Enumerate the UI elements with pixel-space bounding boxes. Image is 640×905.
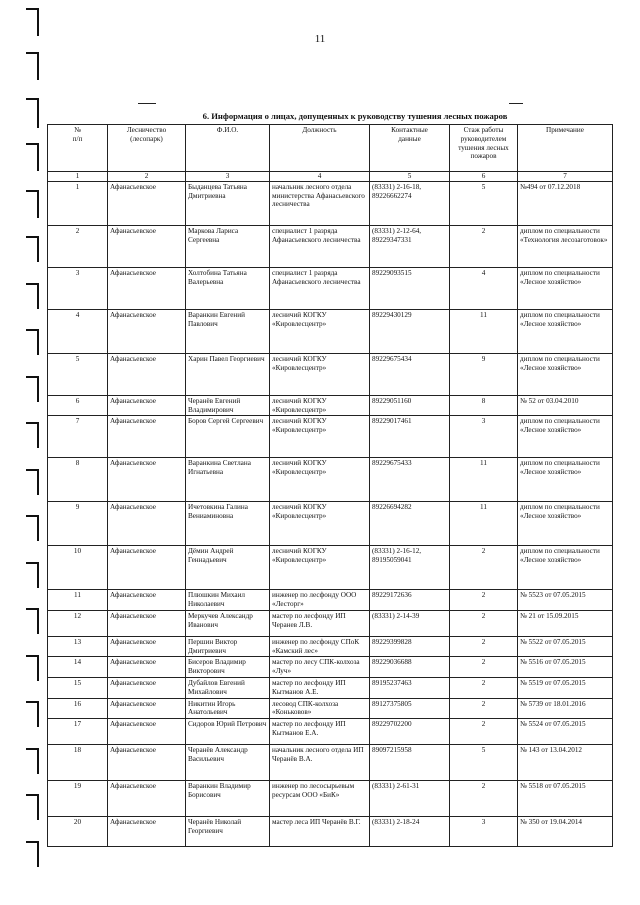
table-row xyxy=(48,610,613,636)
table-row xyxy=(48,225,613,267)
cell-number: 19 xyxy=(48,781,108,817)
header-row xyxy=(48,125,613,172)
column-number: 1 xyxy=(48,172,108,182)
cell-note: № 5739 от 18.01.2016 xyxy=(518,698,613,719)
cell-position: мастер по лесфонду ИП Черанев Л.В. xyxy=(270,610,370,636)
cell-position: специалист 1 разряда Афанасьевского лесничества xyxy=(270,225,370,267)
cell-forestry: Афанасьевское xyxy=(108,309,186,353)
cell-position: лесничий КОГКУ «Кировлесцентр» xyxy=(270,309,370,353)
cell-forestry: Афанасьевское xyxy=(108,546,186,590)
cell-forestry: Афанасьевское xyxy=(108,610,186,636)
cell-experience: 4 xyxy=(450,267,518,309)
col-header-contacts: Контактные данные xyxy=(370,125,450,172)
cell-contacts: 89229399828 xyxy=(370,636,450,657)
table-row xyxy=(48,416,613,458)
cell-number: 9 xyxy=(48,502,108,546)
cell-number: 14 xyxy=(48,657,108,678)
cell-number: 4 xyxy=(48,309,108,353)
column-number: 4 xyxy=(270,172,370,182)
cell-position: лесничий КОГКУ «Кировлесцентр» xyxy=(270,353,370,395)
scan-mark xyxy=(138,103,156,104)
cell-forestry: Афанасьевское xyxy=(108,698,186,719)
cell-number: 18 xyxy=(48,745,108,781)
cell-forestry: Афанасьевское xyxy=(108,657,186,678)
cell-note: № 143 от 13.04.2012 xyxy=(518,745,613,781)
cell-forestry: Афанасьевское xyxy=(108,225,186,267)
cell-contacts: 89229430129 xyxy=(370,309,450,353)
table-row xyxy=(48,458,613,502)
cell-experience: 8 xyxy=(450,395,518,416)
cell-name: Быданцева Татьяна Дмитриевна xyxy=(186,181,270,225)
col-header-name: Ф.И.О. xyxy=(186,125,270,172)
cell-name: Черанёв Александр Васильевич xyxy=(186,745,270,781)
cell-forestry: Афанасьевское xyxy=(108,458,186,502)
cell-contacts: (83331) 2-14-39 xyxy=(370,610,450,636)
cell-contacts: 89229172636 xyxy=(370,590,450,611)
cell-note: диплом по специальности «Лесное хозяйство» xyxy=(518,309,613,353)
cell-experience: 2 xyxy=(450,657,518,678)
cell-contacts: 89195237463 xyxy=(370,678,450,699)
cell-note: № 52 от 03.04.2010 xyxy=(518,395,613,416)
cell-experience: 2 xyxy=(450,546,518,590)
table-row xyxy=(48,781,613,817)
table-row xyxy=(48,181,613,225)
table-row xyxy=(48,817,613,847)
cell-position: мастер леса ИП Черанёв В.Г. xyxy=(270,817,370,847)
cell-contacts: (83331) 2-12-64, 89229347331 xyxy=(370,225,450,267)
cell-position: инженер по лесосырьевым ресурсам ООО «БиК» xyxy=(270,781,370,817)
cell-experience: 3 xyxy=(450,416,518,458)
cell-forestry: Афанасьевское xyxy=(108,502,186,546)
binding-marks xyxy=(0,0,46,905)
cell-position: начальник лесного отдела ИП Черанёв В.А. xyxy=(270,745,370,781)
cell-note: № 350 от 19.04.2014 xyxy=(518,817,613,847)
cell-number: 1 xyxy=(48,181,108,225)
cell-name: Маркова Лариса Сергеевна xyxy=(186,225,270,267)
cell-number: 12 xyxy=(48,610,108,636)
cell-note: № 5524 от 07.05.2015 xyxy=(518,719,613,745)
cell-forestry: Афанасьевское xyxy=(108,636,186,657)
cell-contacts: (83331) 2-18-24 xyxy=(370,817,450,847)
cell-position: лесничий КОГКУ «Кировлесцентр» xyxy=(270,416,370,458)
cell-position: лесничий КОГКУ «Кировлесцентр» xyxy=(270,546,370,590)
cell-experience: 2 xyxy=(450,781,518,817)
cell-number: 16 xyxy=(48,698,108,719)
cell-number: 11 xyxy=(48,590,108,611)
cell-position: лесничий КОГКУ «Кировлесцентр» xyxy=(270,502,370,546)
cell-contacts: 89229675434 xyxy=(370,353,450,395)
cell-experience: 11 xyxy=(450,309,518,353)
cell-contacts: 89226694282 xyxy=(370,502,450,546)
col-header-experience: Стаж работы руководителем тушения лесных пожаров xyxy=(450,125,518,172)
cell-name: Меркучев Александр Иванович xyxy=(186,610,270,636)
cell-position: инженер по лесфонду СПоК «Камский лес» xyxy=(270,636,370,657)
cell-forestry: Афанасьевское xyxy=(108,395,186,416)
cell-experience: 2 xyxy=(450,719,518,745)
cell-contacts: 89229051160 xyxy=(370,395,450,416)
cell-experience: 2 xyxy=(450,225,518,267)
cell-name: Першин Виктор Дмитриевич xyxy=(186,636,270,657)
cell-experience: 2 xyxy=(450,698,518,719)
cell-name: Плюшкин Михаил Николаевич xyxy=(186,590,270,611)
cell-contacts: 89127375805 xyxy=(370,698,450,719)
persons-table xyxy=(47,124,613,847)
cell-name: Бисеров Владимир Викторович xyxy=(186,657,270,678)
cell-forestry: Афанасьевское xyxy=(108,267,186,309)
column-number: 7 xyxy=(518,172,613,182)
table-row xyxy=(48,719,613,745)
cell-name: Черанёв Николай Георгиевич xyxy=(186,817,270,847)
section-title: 6. Информация о лицах, допущенных к руководству тушения лесных пожаров xyxy=(202,111,508,121)
cell-experience: 11 xyxy=(450,458,518,502)
cell-note: №494 от 07.12.2018 xyxy=(518,181,613,225)
col-header-position: Должность xyxy=(270,125,370,172)
cell-experience: 5 xyxy=(450,745,518,781)
cell-contacts: 89097215958 xyxy=(370,745,450,781)
cell-name: Сидоров Юрий Петрович xyxy=(186,719,270,745)
cell-note: № 5516 от 07.05.2015 xyxy=(518,657,613,678)
cell-experience: 2 xyxy=(450,636,518,657)
cell-contacts: (83331) 2-61-31 xyxy=(370,781,450,817)
table-row xyxy=(48,657,613,678)
cell-forestry: Афанасьевское xyxy=(108,590,186,611)
table-row xyxy=(48,546,613,590)
cell-note: № 5518 от 07.05.2015 xyxy=(518,781,613,817)
cell-note: диплом по специальности «Лесное хозяйство» xyxy=(518,458,613,502)
cell-number: 15 xyxy=(48,678,108,699)
cell-number: 6 xyxy=(48,395,108,416)
cell-experience: 2 xyxy=(450,590,518,611)
col-header-note: Примечание xyxy=(518,125,613,172)
cell-note: диплом по специальности «Технология лесозаготовок» xyxy=(518,225,613,267)
col-header-forestry: Лесничество (лесопарк) xyxy=(108,125,186,172)
cell-forestry: Афанасьевское xyxy=(108,181,186,225)
table-row xyxy=(48,353,613,395)
cell-contacts: 89229036688 xyxy=(370,657,450,678)
cell-experience: 9 xyxy=(450,353,518,395)
cell-position: мастер по лесфонду ИП Кытманов Е.А. xyxy=(270,719,370,745)
cell-name: Варанкина Светлана Игнатьевна xyxy=(186,458,270,502)
cell-contacts: (83331) 2-16-18, 89226662274 xyxy=(370,181,450,225)
scan-mark xyxy=(509,103,523,104)
cell-number: 10 xyxy=(48,546,108,590)
cell-experience: 11 xyxy=(450,502,518,546)
column-number: 5 xyxy=(370,172,450,182)
cell-number: 3 xyxy=(48,267,108,309)
cell-forestry: Афанасьевское xyxy=(108,353,186,395)
table-row xyxy=(48,745,613,781)
cell-position: начальник лесного отдела министерства Афанасьевского лесничества xyxy=(270,181,370,225)
col-header-number: № п/п xyxy=(48,125,108,172)
cell-position: инженер по лесфонду ООО «Лесторг» xyxy=(270,590,370,611)
table-row xyxy=(48,502,613,546)
table-row xyxy=(48,678,613,699)
cell-experience: 3 xyxy=(450,817,518,847)
table-row xyxy=(48,395,613,416)
cell-note: № 5519 от 07.05.2015 xyxy=(518,678,613,699)
cell-name: Холтобина Татьяна Валерьевна xyxy=(186,267,270,309)
cell-name: Варанкин Владимир Борисович xyxy=(186,781,270,817)
table-row xyxy=(48,267,613,309)
cell-number: 13 xyxy=(48,636,108,657)
cell-number: 8 xyxy=(48,458,108,502)
cell-forestry: Афанасьевское xyxy=(108,678,186,699)
cell-position: мастер по лесу СПК-колхоза «Луч» xyxy=(270,657,370,678)
cell-contacts: (83331) 2-16-12, 89195059041 xyxy=(370,546,450,590)
cell-experience: 5 xyxy=(450,181,518,225)
cell-experience: 2 xyxy=(450,678,518,699)
cell-forestry: Афанасьевское xyxy=(108,745,186,781)
table-row xyxy=(48,636,613,657)
cell-name: Харин Павел Георгиевич xyxy=(186,353,270,395)
column-numbers-row xyxy=(48,172,613,182)
cell-position: специалист 1 разряда Афанасьевского лесничества xyxy=(270,267,370,309)
page-number: 11 xyxy=(314,33,326,45)
cell-position: лесовод СПК-колхоза «Коньковов» xyxy=(270,698,370,719)
cell-contacts: 89229702200 xyxy=(370,719,450,745)
cell-note: № 5522 от 07.05.2015 xyxy=(518,636,613,657)
cell-position: лесничий КОГКУ «Кировлесцентр» xyxy=(270,395,370,416)
cell-note: диплом по специальности «Лесное хозяйство» xyxy=(518,353,613,395)
column-number: 3 xyxy=(186,172,270,182)
cell-note: диплом по специальности «Лесное хозяйство» xyxy=(518,502,613,546)
cell-forestry: Афанасьевское xyxy=(108,781,186,817)
table-row xyxy=(48,590,613,611)
cell-name: Дёмин Андрей Геннадьевич xyxy=(186,546,270,590)
cell-name: Варанкин Евгений Павлович xyxy=(186,309,270,353)
table-row xyxy=(48,309,613,353)
cell-position: мастер по лесфонду ИП Кытманов А.Е. xyxy=(270,678,370,699)
cell-note: диплом по специальности «Лесное хозяйство» xyxy=(518,416,613,458)
cell-position: лесничий КОГКУ «Кировлесцентр» xyxy=(270,458,370,502)
cell-forestry: Афанасьевское xyxy=(108,817,186,847)
cell-note: диплом по специальности «Лесное хозяйство» xyxy=(518,267,613,309)
cell-note: № 5523 от 07.05.2015 xyxy=(518,590,613,611)
cell-number: 2 xyxy=(48,225,108,267)
cell-contacts: 89229093515 xyxy=(370,267,450,309)
cell-name: Дубайлов Евгений Михайлович xyxy=(186,678,270,699)
cell-number: 5 xyxy=(48,353,108,395)
cell-note: № 21 от 15.09.2015 xyxy=(518,610,613,636)
cell-forestry: Афанасьевское xyxy=(108,416,186,458)
table-row xyxy=(48,698,613,719)
cell-forestry: Афанасьевское xyxy=(108,719,186,745)
cell-name: Никитин Игорь Анатольевич xyxy=(186,698,270,719)
cell-number: 17 xyxy=(48,719,108,745)
cell-number: 20 xyxy=(48,817,108,847)
cell-name: Черанёв Евгений Владимирович xyxy=(186,395,270,416)
cell-experience: 2 xyxy=(450,610,518,636)
cell-note: диплом по специальности «Лесное хозяйство» xyxy=(518,546,613,590)
cell-name: Боров Сергей Сергеевич xyxy=(186,416,270,458)
cell-contacts: 89229675433 xyxy=(370,458,450,502)
cell-number: 7 xyxy=(48,416,108,458)
cell-contacts: 89229017461 xyxy=(370,416,450,458)
cell-name: Ичетовкина Галина Вениаминовна xyxy=(186,502,270,546)
column-number: 2 xyxy=(108,172,186,182)
column-number: 6 xyxy=(450,172,518,182)
